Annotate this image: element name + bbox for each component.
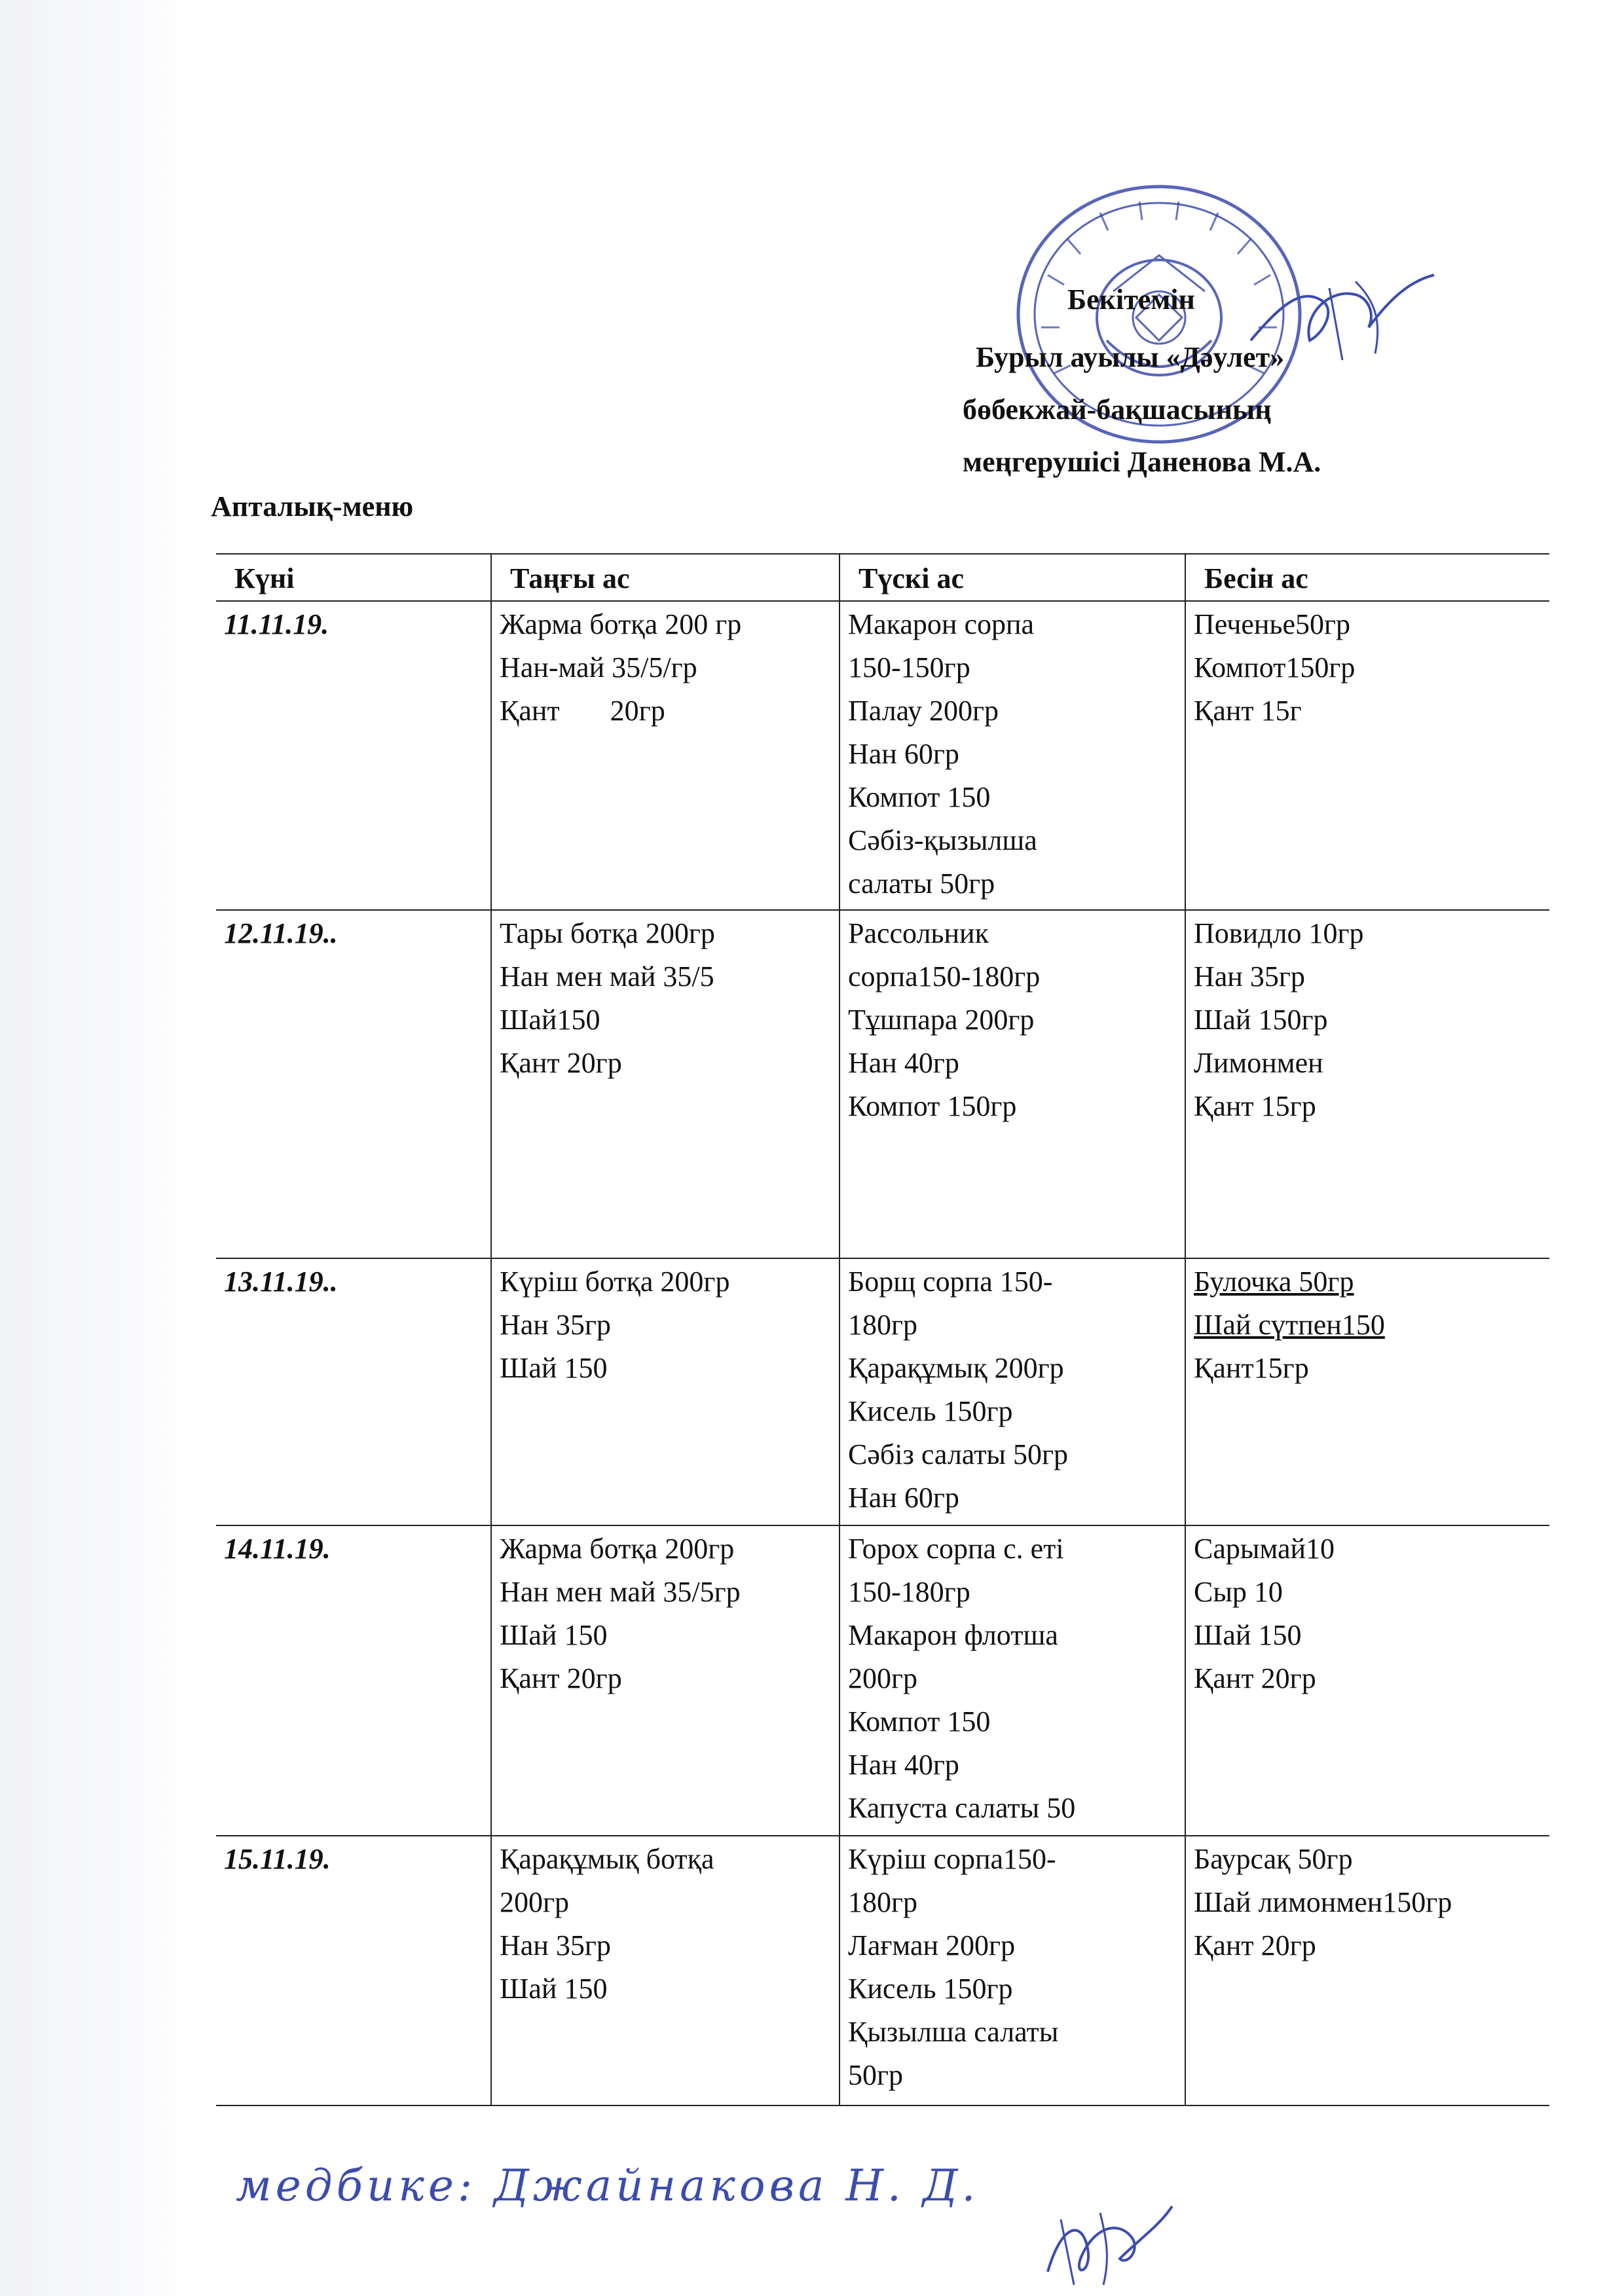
row-breakfast: [491, 601, 840, 910]
row-date: 11.11.19.: [216, 601, 491, 910]
list-item: Нан-май 35/5/гр: [500, 651, 697, 683]
list-item: Қант 15гр: [1194, 1090, 1316, 1122]
approval-line-1: Бурыл ауылы «Дәулет»: [976, 341, 1285, 373]
list-item: Нан мен май 35/5гр: [500, 1576, 741, 1608]
table-row: [216, 1836, 1549, 2105]
list-item: Шай лимонмен150гр: [1194, 1886, 1452, 1918]
row-snack: [1185, 910, 1549, 1258]
weekly-menu-table: [216, 553, 1549, 2106]
header-snack: Бесін ас: [1185, 554, 1549, 601]
list-item: Шай 150: [500, 1619, 608, 1651]
row-breakfast: [491, 910, 840, 1258]
list-item: 180гр: [848, 1309, 918, 1341]
list-item: Рассольник: [848, 917, 989, 949]
list-item: 150-180гр: [848, 1576, 970, 1608]
list-item: Булочка 50гр: [1194, 1266, 1354, 1298]
list-item: Шай 150: [500, 1352, 608, 1384]
list-item: Макарон сорпа: [848, 608, 1035, 640]
list-item: Қант 20гр: [1194, 1662, 1316, 1694]
list-item: Күріш ботқа 200гр: [500, 1266, 730, 1298]
list-item: Сыр 10: [1194, 1576, 1283, 1608]
list-item: Нан 40гр: [848, 1749, 959, 1781]
table-row: [216, 910, 1549, 1258]
list-item: Тары ботқа 200гр: [500, 917, 715, 949]
row-lunch: [840, 1258, 1185, 1525]
row-lunch: [840, 910, 1185, 1258]
row-lunch: [840, 601, 1185, 910]
row-snack: [1185, 601, 1549, 910]
list-item: Шай 150гр: [1194, 1004, 1328, 1036]
list-item: Нан 35гр: [1194, 960, 1305, 993]
row-breakfast: [491, 1258, 840, 1525]
list-item: Шай 150: [500, 1973, 608, 2005]
list-item: Макарон флотша: [848, 1619, 1058, 1651]
list-item: Компот 150гр: [848, 1090, 1017, 1122]
list-item: сорпа150-180гр: [848, 960, 1041, 993]
table-row: [216, 1525, 1549, 1836]
list-item: Қарақұмық ботқа: [500, 1843, 714, 1875]
list-item: Баурсақ 50гр: [1194, 1843, 1353, 1875]
row-snack: [1185, 1258, 1549, 1525]
list-item: Қант 20гр: [500, 695, 665, 727]
list-item: Капуста салаты 50: [848, 1792, 1076, 1824]
list-item: Горох сорпа с. еті: [848, 1533, 1064, 1565]
list-item: Қант 20гр: [500, 1662, 622, 1694]
list-item: Лимонмен: [1194, 1047, 1323, 1079]
list-item: 200гр: [500, 1886, 570, 1918]
list-item: Кисель 150гр: [848, 1973, 1013, 2005]
list-item: Нан 35гр: [500, 1929, 611, 1961]
nurse-handwritten-note: медбике: Джайнакова Н. Д.: [236, 2160, 980, 2211]
list-item: Шай150: [500, 1004, 600, 1036]
scan-edge-shadow: [0, 0, 196, 2296]
list-item: Кисель 150гр: [848, 1395, 1013, 1427]
header-lunch: Түскі ас: [840, 554, 1185, 601]
list-item: Нан 60гр: [848, 738, 959, 770]
list-item: 180гр: [848, 1886, 918, 1918]
list-item: 200гр: [848, 1662, 918, 1694]
row-snack: [1185, 1836, 1549, 2105]
list-item: Жарма ботқа 200 гр: [500, 608, 742, 640]
row-date: 14.11.19.: [216, 1525, 491, 1836]
row-date: 12.11.19..: [216, 910, 491, 1258]
list-item: Шай сүтпен150: [1194, 1309, 1385, 1341]
row-date: 13.11.19..: [216, 1258, 491, 1525]
list-item: Нан 40гр: [848, 1047, 959, 1079]
row-breakfast: [491, 1836, 840, 2105]
list-item: Нан 60гр: [848, 1482, 959, 1514]
approval-heading: Бекітемін: [1067, 283, 1195, 316]
list-item: 150-150гр: [848, 651, 970, 683]
list-item: Компот150гр: [1194, 651, 1356, 683]
list-item: Печенье50гр: [1194, 608, 1351, 640]
list-item: Компот 150: [848, 1705, 991, 1738]
row-lunch: [840, 1525, 1185, 1836]
list-item: Повидло 10гр: [1194, 917, 1364, 949]
approval-line-3: меңгерушісі Даненова М.А.: [963, 446, 1321, 478]
list-item: Қант 20гр: [500, 1047, 622, 1079]
nurse-signature-icon: [1035, 2200, 1179, 2291]
list-item: Нан мен май 35/5: [500, 960, 714, 993]
list-item: Тұшпара 200гр: [848, 1004, 1035, 1036]
approval-line-2: бөбекжай-бақшасының: [963, 393, 1272, 426]
list-item: Борщ сорпа 150-: [848, 1266, 1053, 1298]
list-item: Жарма ботқа 200гр: [500, 1533, 735, 1565]
header-day: Күні: [216, 554, 491, 601]
list-item: Лағман 200гр: [848, 1929, 1016, 1961]
list-item: Қант15гр: [1194, 1352, 1309, 1384]
list-item: Палау 200гр: [848, 695, 999, 727]
menu-title: Апталық-меню: [211, 490, 414, 522]
list-item: Компот 150: [848, 781, 991, 813]
list-item: салаты 50гр: [848, 867, 995, 900]
table-header-row: [216, 554, 1549, 601]
list-item: Сарымай10: [1194, 1533, 1335, 1565]
list-item: Сәбіз салаты 50гр: [848, 1438, 1069, 1470]
list-item: Сәбіз-қызылша: [848, 824, 1037, 856]
list-item: Қызылша салаты: [848, 2016, 1059, 2048]
table-row: [216, 1258, 1549, 1525]
list-item: Қарақұмық 200гр: [848, 1352, 1064, 1384]
header-breakfast: Таңғы ас: [491, 554, 840, 601]
list-item: Шай 150: [1194, 1619, 1302, 1651]
list-item: Қант 15г: [1194, 695, 1302, 727]
list-item: Күріш сорпа150-: [848, 1843, 1056, 1875]
table-row: [216, 601, 1549, 910]
list-item: 50гр: [848, 2059, 904, 2091]
row-lunch: [840, 1836, 1185, 2105]
list-item: Нан 35гр: [500, 1309, 611, 1341]
row-date: 15.11.19.: [216, 1836, 491, 2105]
row-breakfast: [491, 1525, 840, 1836]
row-snack: [1185, 1525, 1549, 1836]
list-item: Қант 20гр: [1194, 1929, 1316, 1961]
